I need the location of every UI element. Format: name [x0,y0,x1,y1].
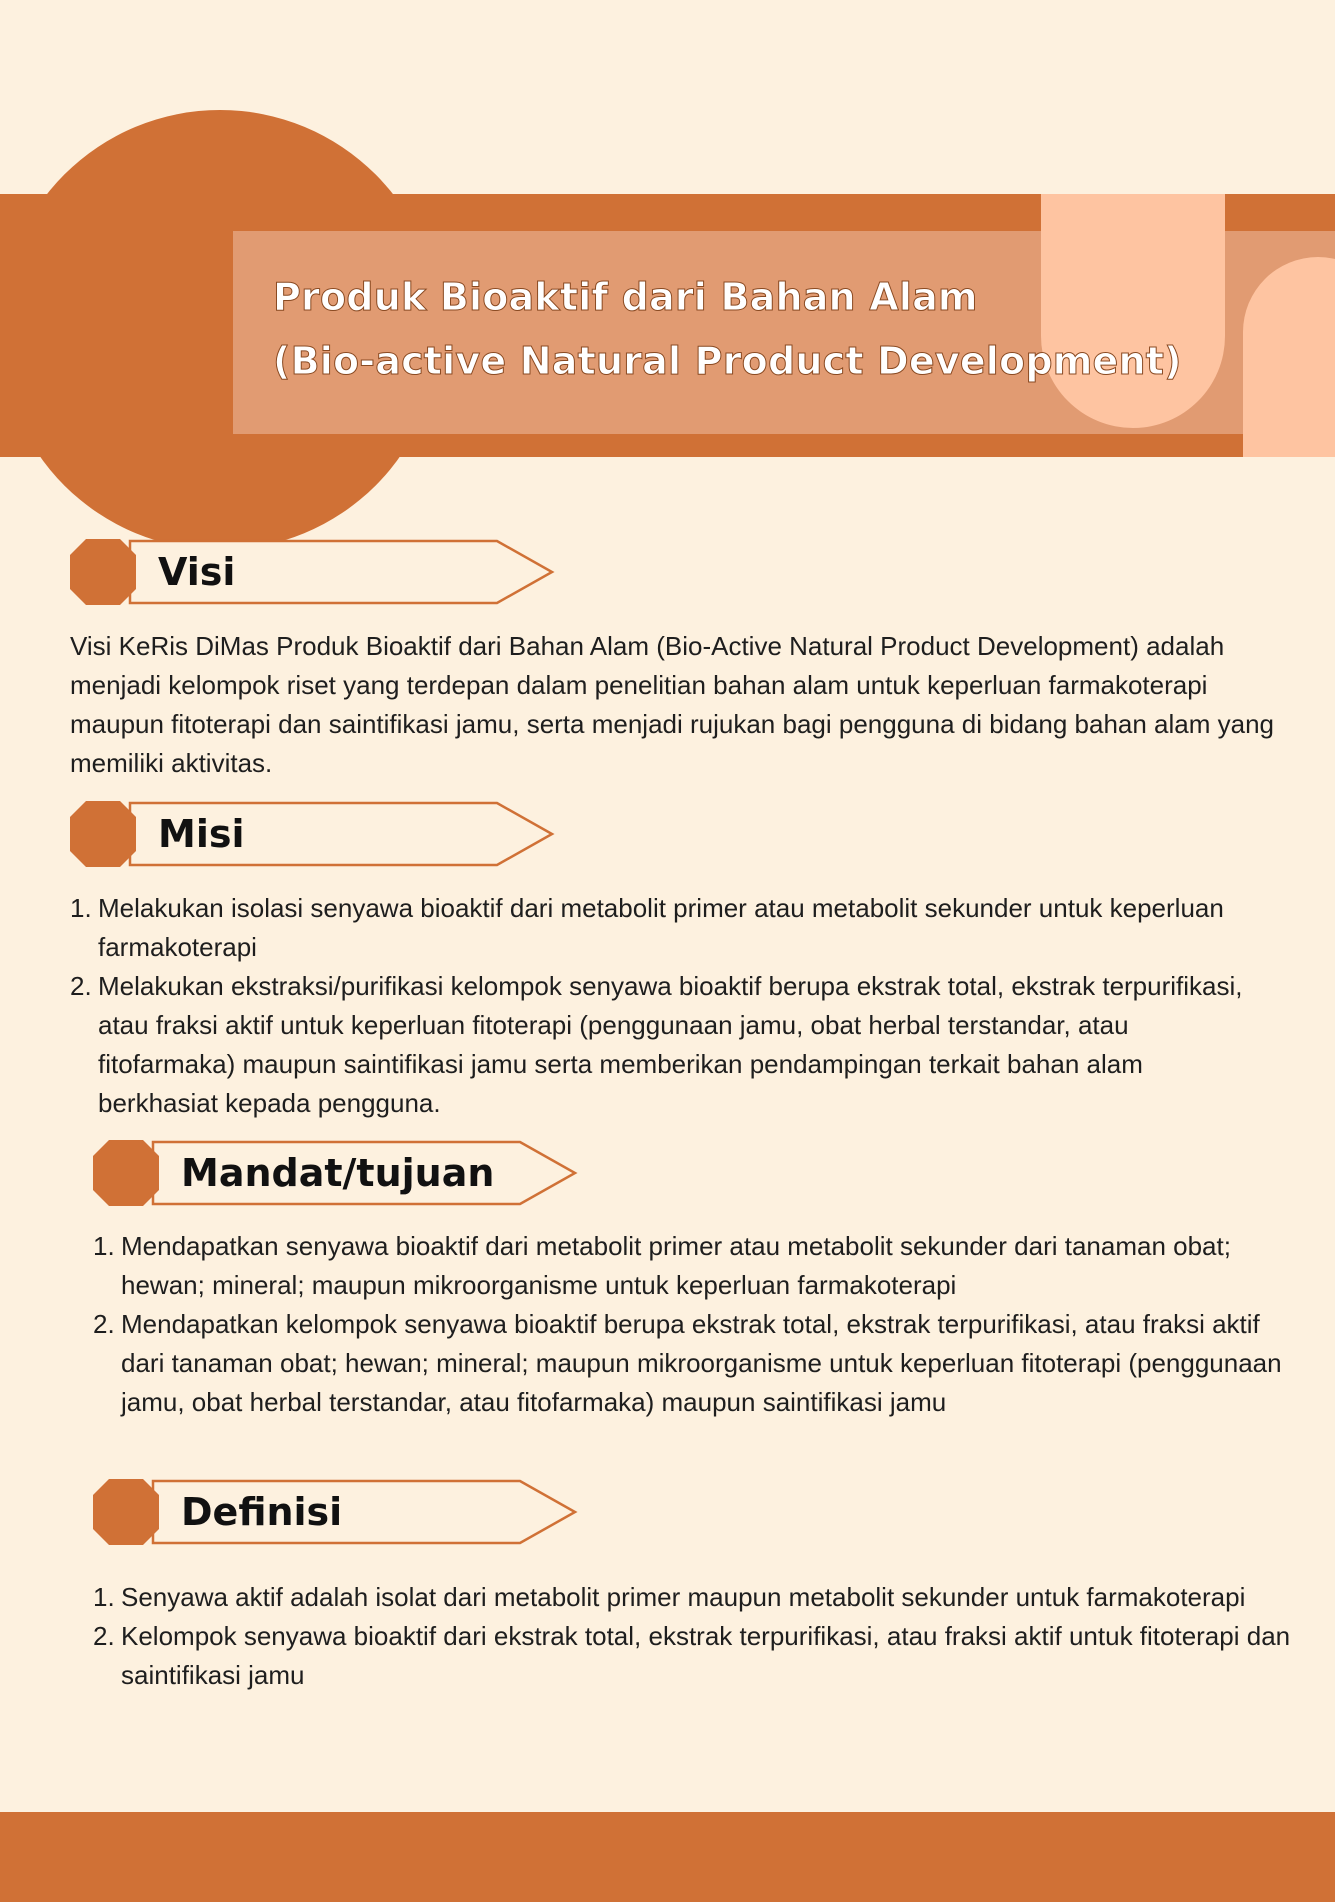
section-heading-definisi: Definisi [181,1490,343,1534]
list-item [70,889,1270,967]
page-title-line1: Produk Bioaktif dari Bahan Alam [273,275,978,319]
footer-band [0,1812,1335,1902]
list-item-number: 2. [93,1309,115,1339]
section-header-definisi [93,1479,579,1545]
misi-list [70,889,1270,1123]
section-header-mandat [93,1140,579,1206]
list-item-text: Melakukan isolasi senyawa bioaktif dari metabolit primer atau metabolit sekunder untuk keperluan farmakoterapi [98,893,1224,962]
mandat-list [93,1227,1293,1422]
visi-paragraph: Visi KeRis DiMas Produk Bioaktif dari Bahan Alam (Bio-Active Natural Product Development) adalah menjadi kelompok riset yang terdepan dalam penelitian bahan alam untuk keperluan farmakoterapi maupun fitoterapi dan saintifikasi jamu, serta menjadi rujukan bagi pengguna di bidang bahan alam yang memiliki aktivitas. [70,631,1275,778]
list-item-number: 2. [70,971,92,1001]
definisi-list [93,1578,1293,1695]
list-item [93,1578,1293,1617]
section-heading-mandat: Mandat/tujuan [181,1151,495,1195]
list-item [93,1227,1293,1305]
section-header-visi [70,539,556,605]
page-title-line2: (Bio-active Natural Product Development) [273,339,1182,383]
list-item [93,1617,1293,1695]
page-title [273,265,1273,393]
list-item-number: 1. [70,893,92,923]
list-item-text: Senyawa aktif adalah isolat dari metabolit primer maupun metabolit sekunder untuk farmakoterapi [121,1582,1246,1612]
list-item [70,967,1270,1123]
list-item-text: Kelompok senyawa bioaktif dari ekstrak total, ekstrak terpurifikasi, atau fraksi aktif untuk fitoterapi dan saintifikasi jamu [121,1621,1291,1690]
list-item-number: 2. [93,1621,115,1651]
section-heading-misi: Misi [158,812,245,856]
list-item-number: 1. [93,1231,115,1261]
section-header-misi [70,801,556,867]
list-item-number: 1. [93,1582,115,1612]
section-tag-icon [70,801,556,867]
section-heading-visi: Visi [158,550,236,594]
section-tag-icon [70,539,556,605]
list-item-text: Melakukan ekstraksi/purifikasi kelompok senyawa bioaktif berupa ekstrak total, ekstrak terpurifikasi, atau fraksi aktif untuk keperluan fitoterapi (penggunaan jamu, obat herbal terstandar, atau fitofarmaka) maupun saintifikasi jamu serta memberikan pendampingan terkait bahan alam berkhasiat kepada pengguna. [98,971,1243,1118]
list-item-text: Mendapatkan senyawa bioaktif dari metabolit primer atau metabolit sekunder dari tanaman obat; hewan; mineral; maupun mikroorganisme untuk keperluan farmakoterapi [121,1231,1231,1300]
list-item-text: Mendapatkan kelompok senyawa bioaktif berupa ekstrak total, ekstrak terpurifikasi, atau fraksi aktif dari tanaman obat; hewan; mineral; maupun mikroorganisme untuk keperluan fitoterapi (penggunaan jamu, obat herbal terstandar, atau fitofarmaka) maupun saintifikasi jamu [121,1309,1282,1417]
list-item [93,1305,1293,1422]
